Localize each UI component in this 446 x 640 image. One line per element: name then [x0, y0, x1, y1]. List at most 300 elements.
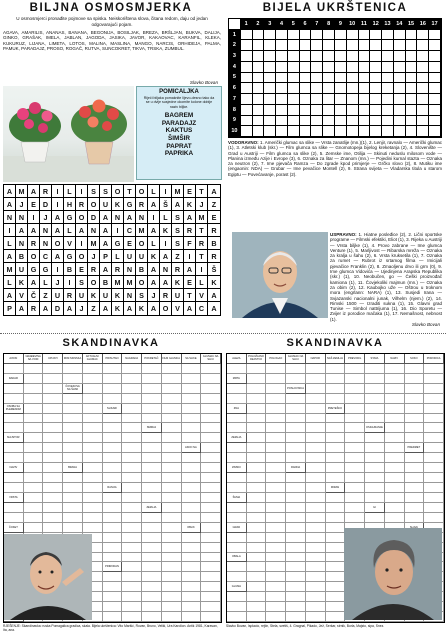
answer-cell[interactable]	[4, 394, 24, 404]
answer-cell[interactable]	[266, 513, 286, 523]
answer-cell[interactable]	[43, 453, 63, 463]
answer-cell[interactable]	[266, 364, 286, 374]
answer-cell[interactable]	[162, 423, 182, 433]
answer-cell[interactable]	[63, 503, 83, 513]
answer-cell[interactable]	[63, 483, 83, 493]
answer-cell[interactable]	[266, 463, 286, 473]
answer-cell[interactable]	[83, 483, 103, 493]
crossword-cell[interactable]	[335, 116, 347, 127]
crossword-cell[interactable]	[347, 105, 359, 116]
answer-cell[interactable]	[326, 562, 346, 572]
crossword-cell[interactable]	[311, 62, 323, 73]
answer-cell[interactable]	[103, 443, 123, 453]
crossword-cell[interactable]	[394, 73, 406, 84]
answer-cell[interactable]	[103, 493, 123, 503]
answer-cell[interactable]	[365, 513, 385, 523]
answer-cell[interactable]	[326, 394, 346, 404]
crossword-cell[interactable]	[417, 73, 429, 84]
crossword-cell[interactable]	[335, 30, 347, 41]
answer-cell[interactable]	[201, 582, 221, 592]
answer-cell[interactable]	[43, 443, 63, 453]
answer-cell[interactable]	[103, 414, 123, 424]
answer-cell[interactable]	[247, 503, 267, 513]
answer-cell[interactable]	[201, 612, 221, 622]
crossword-cell[interactable]	[382, 62, 394, 73]
crossword-cell[interactable]	[241, 126, 253, 137]
crossword-cell[interactable]	[300, 105, 312, 116]
crossword-cell[interactable]	[382, 116, 394, 127]
answer-cell[interactable]	[247, 483, 267, 493]
answer-cell[interactable]	[122, 503, 142, 513]
answer-cell[interactable]	[43, 463, 63, 473]
answer-cell[interactable]	[424, 364, 444, 374]
answer-cell[interactable]	[385, 433, 405, 443]
answer-cell[interactable]	[83, 503, 103, 513]
answer-cell[interactable]	[424, 493, 444, 503]
crossword-cell[interactable]	[417, 30, 429, 41]
crossword-cell[interactable]	[288, 94, 300, 105]
answer-cell[interactable]	[345, 473, 365, 483]
answer-cell[interactable]	[142, 592, 162, 602]
answer-cell[interactable]	[365, 384, 385, 394]
answer-cell[interactable]	[266, 523, 286, 533]
answer-cell[interactable]	[43, 433, 63, 443]
crossword-cell[interactable]	[311, 94, 323, 105]
answer-cell[interactable]	[247, 423, 267, 433]
answer-cell[interactable]	[182, 463, 202, 473]
crossword-cell[interactable]	[300, 94, 312, 105]
crossword-cell[interactable]	[300, 40, 312, 51]
crossword-cell[interactable]	[300, 83, 312, 94]
answer-cell[interactable]	[326, 384, 346, 394]
answer-cell[interactable]	[227, 533, 247, 543]
crossword-cell[interactable]	[264, 40, 276, 51]
answer-cell[interactable]	[103, 572, 123, 582]
answer-cell[interactable]	[405, 473, 425, 483]
answer-cell[interactable]	[142, 374, 162, 384]
answer-cell[interactable]	[162, 602, 182, 612]
answer-cell[interactable]	[266, 414, 286, 424]
answer-cell[interactable]	[247, 374, 267, 384]
crossword-cell[interactable]	[253, 30, 265, 41]
answer-cell[interactable]	[201, 503, 221, 513]
answer-cell[interactable]	[227, 473, 247, 483]
answer-cell[interactable]	[63, 394, 83, 404]
answer-cell[interactable]	[286, 572, 306, 582]
answer-cell[interactable]	[286, 404, 306, 414]
answer-cell[interactable]	[424, 374, 444, 384]
answer-cell[interactable]	[385, 513, 405, 523]
answer-cell[interactable]	[201, 473, 221, 483]
answer-cell[interactable]	[122, 394, 142, 404]
answer-cell[interactable]	[286, 423, 306, 433]
answer-cell[interactable]	[83, 493, 103, 503]
crossword-cell[interactable]	[311, 116, 323, 127]
answer-cell[interactable]	[286, 433, 306, 443]
answer-cell[interactable]	[122, 483, 142, 493]
answer-cell[interactable]	[43, 483, 63, 493]
crossword-cell[interactable]	[264, 62, 276, 73]
crossword-cell[interactable]	[394, 62, 406, 73]
crossword-cell[interactable]	[323, 73, 335, 84]
crossword-cell[interactable]	[335, 51, 347, 62]
answer-cell[interactable]	[326, 553, 346, 563]
answer-cell[interactable]	[306, 602, 326, 612]
crossword-cell[interactable]	[323, 62, 335, 73]
answer-cell[interactable]	[247, 404, 267, 414]
crossword-cell[interactable]	[429, 94, 441, 105]
answer-cell[interactable]	[247, 414, 267, 424]
crossword-cell[interactable]	[276, 126, 288, 137]
crossword-cell[interactable]	[370, 126, 382, 137]
crossword-cell[interactable]	[406, 105, 418, 116]
crossword-cell[interactable]	[253, 40, 265, 51]
answer-cell[interactable]	[201, 443, 221, 453]
answer-cell[interactable]	[63, 493, 83, 503]
answer-cell[interactable]	[247, 463, 267, 473]
answer-cell[interactable]	[63, 364, 83, 374]
answer-cell[interactable]	[227, 443, 247, 453]
answer-cell[interactable]	[306, 483, 326, 493]
crossword-cell[interactable]	[288, 105, 300, 116]
answer-cell[interactable]	[122, 582, 142, 592]
crossword-cell[interactable]	[359, 62, 371, 73]
crossword-cell[interactable]	[276, 30, 288, 41]
crossword-cell[interactable]	[264, 126, 276, 137]
crossword-cell[interactable]	[359, 126, 371, 137]
answer-cell[interactable]	[103, 602, 123, 612]
crossword-cell[interactable]	[241, 73, 253, 84]
answer-cell[interactable]	[266, 582, 286, 592]
answer-cell[interactable]	[182, 453, 202, 463]
answer-cell[interactable]	[227, 364, 247, 374]
answer-cell[interactable]	[385, 404, 405, 414]
answer-cell[interactable]	[142, 562, 162, 572]
answer-cell[interactable]	[122, 364, 142, 374]
answer-cell[interactable]	[326, 433, 346, 443]
answer-cell[interactable]	[306, 533, 326, 543]
answer-cell[interactable]	[405, 384, 425, 394]
answer-cell[interactable]	[345, 404, 365, 414]
answer-cell[interactable]	[227, 592, 247, 602]
answer-cell[interactable]	[43, 374, 63, 384]
answer-cell[interactable]	[405, 423, 425, 433]
answer-cell[interactable]	[286, 394, 306, 404]
answer-cell[interactable]	[286, 582, 306, 592]
answer-cell[interactable]	[122, 533, 142, 543]
answer-cell[interactable]	[266, 374, 286, 384]
answer-cell[interactable]	[4, 364, 24, 374]
answer-cell[interactable]	[365, 443, 385, 453]
crossword-cell[interactable]	[417, 83, 429, 94]
answer-cell[interactable]	[182, 473, 202, 483]
answer-cell[interactable]	[63, 453, 83, 463]
answer-cell[interactable]	[182, 562, 202, 572]
answer-cell[interactable]	[201, 423, 221, 433]
answer-cell[interactable]	[182, 592, 202, 602]
crossword-cell[interactable]	[323, 83, 335, 94]
crossword-cell[interactable]	[276, 83, 288, 94]
answer-cell[interactable]	[227, 423, 247, 433]
answer-cell[interactable]	[266, 592, 286, 602]
crossword-cell[interactable]	[370, 62, 382, 73]
answer-cell[interactable]	[122, 473, 142, 483]
answer-cell[interactable]	[266, 543, 286, 553]
answer-cell[interactable]	[162, 592, 182, 602]
crossword-cell[interactable]	[288, 83, 300, 94]
answer-cell[interactable]	[103, 582, 123, 592]
answer-cell[interactable]	[24, 493, 44, 503]
answer-cell[interactable]	[182, 414, 202, 424]
answer-cell[interactable]	[326, 533, 346, 543]
crossword-cell[interactable]	[382, 51, 394, 62]
answer-cell[interactable]	[405, 503, 425, 513]
answer-cell[interactable]	[345, 374, 365, 384]
crossword-cell[interactable]	[359, 51, 371, 62]
crossword-cell[interactable]	[335, 40, 347, 51]
answer-cell[interactable]	[385, 493, 405, 503]
answer-cell[interactable]	[162, 513, 182, 523]
answer-cell[interactable]	[385, 473, 405, 483]
answer-cell[interactable]	[182, 503, 202, 513]
crossword-cell[interactable]	[323, 126, 335, 137]
answer-cell[interactable]	[103, 394, 123, 404]
answer-cell[interactable]	[4, 473, 24, 483]
answer-cell[interactable]	[122, 553, 142, 563]
crossword-cell[interactable]	[276, 73, 288, 84]
answer-cell[interactable]	[326, 513, 346, 523]
crossword-cell[interactable]	[347, 116, 359, 127]
crossword-cell[interactable]	[370, 105, 382, 116]
answer-cell[interactable]	[201, 364, 221, 374]
answer-cell[interactable]	[326, 602, 346, 612]
answer-cell[interactable]	[162, 553, 182, 563]
answer-cell[interactable]	[162, 503, 182, 513]
answer-cell[interactable]	[345, 483, 365, 493]
answer-cell[interactable]	[63, 523, 83, 533]
answer-cell[interactable]	[266, 602, 286, 612]
crossword-cell[interactable]	[406, 116, 418, 127]
answer-cell[interactable]	[142, 433, 162, 443]
answer-cell[interactable]	[83, 453, 103, 463]
answer-cell[interactable]	[247, 572, 267, 582]
answer-cell[interactable]	[201, 543, 221, 553]
answer-cell[interactable]	[385, 364, 405, 374]
answer-cell[interactable]	[266, 394, 286, 404]
answer-cell[interactable]	[182, 533, 202, 543]
crossword-cell[interactable]	[311, 126, 323, 137]
answer-cell[interactable]	[326, 453, 346, 463]
answer-cell[interactable]	[306, 443, 326, 453]
answer-cell[interactable]	[122, 463, 142, 473]
answer-cell[interactable]	[405, 404, 425, 414]
answer-cell[interactable]	[326, 473, 346, 483]
crossword-cell[interactable]	[359, 83, 371, 94]
answer-cell[interactable]	[365, 433, 385, 443]
answer-cell[interactable]	[24, 404, 44, 414]
answer-cell[interactable]	[385, 384, 405, 394]
answer-cell[interactable]	[63, 404, 83, 414]
crossword-cell[interactable]	[370, 83, 382, 94]
answer-cell[interactable]	[345, 453, 365, 463]
answer-cell[interactable]	[182, 543, 202, 553]
answer-cell[interactable]	[266, 453, 286, 463]
crossword-cell[interactable]	[300, 30, 312, 41]
answer-cell[interactable]	[326, 523, 346, 533]
answer-cell[interactable]	[424, 433, 444, 443]
answer-cell[interactable]	[83, 404, 103, 414]
answer-cell[interactable]	[103, 543, 123, 553]
crossword-cell[interactable]	[406, 83, 418, 94]
answer-cell[interactable]	[385, 443, 405, 453]
answer-cell[interactable]	[247, 523, 267, 533]
answer-cell[interactable]	[201, 374, 221, 384]
answer-cell[interactable]	[405, 364, 425, 374]
crossword-cell[interactable]	[264, 116, 276, 127]
crossword-cell[interactable]	[394, 51, 406, 62]
answer-cell[interactable]	[266, 483, 286, 493]
crossword-cell[interactable]	[288, 73, 300, 84]
answer-cell[interactable]	[365, 473, 385, 483]
answer-cell[interactable]	[247, 453, 267, 463]
answer-cell[interactable]	[103, 513, 123, 523]
answer-cell[interactable]	[286, 602, 306, 612]
answer-cell[interactable]	[385, 463, 405, 473]
answer-cell[interactable]	[266, 423, 286, 433]
crossword-cell[interactable]	[429, 126, 441, 137]
answer-cell[interactable]	[63, 443, 83, 453]
answer-cell[interactable]	[345, 414, 365, 424]
answer-cell[interactable]	[43, 513, 63, 523]
answer-cell[interactable]	[162, 562, 182, 572]
answer-cell[interactable]	[385, 423, 405, 433]
answer-cell[interactable]	[365, 453, 385, 463]
answer-cell[interactable]	[24, 523, 44, 533]
answer-cell[interactable]	[103, 612, 123, 622]
answer-cell[interactable]	[142, 443, 162, 453]
answer-cell[interactable]	[43, 423, 63, 433]
answer-cell[interactable]	[345, 364, 365, 374]
answer-cell[interactable]	[345, 433, 365, 443]
crossword-cell[interactable]	[241, 83, 253, 94]
answer-cell[interactable]	[201, 513, 221, 523]
answer-cell[interactable]	[286, 553, 306, 563]
answer-cell[interactable]	[326, 443, 346, 453]
crossword-cell[interactable]	[417, 126, 429, 137]
answer-cell[interactable]	[405, 513, 425, 523]
answer-cell[interactable]	[24, 513, 44, 523]
answer-cell[interactable]	[122, 374, 142, 384]
answer-cell[interactable]	[103, 384, 123, 394]
answer-cell[interactable]	[122, 493, 142, 503]
answer-cell[interactable]	[122, 612, 142, 622]
answer-cell[interactable]	[43, 404, 63, 414]
crossword-cell[interactable]	[300, 51, 312, 62]
crossword-cell[interactable]	[264, 94, 276, 105]
answer-cell[interactable]	[306, 364, 326, 374]
answer-cell[interactable]	[266, 503, 286, 513]
crossword-cell[interactable]	[311, 83, 323, 94]
answer-cell[interactable]	[286, 473, 306, 483]
answer-cell[interactable]	[162, 394, 182, 404]
crossword-cell[interactable]	[300, 62, 312, 73]
crossword-cell[interactable]	[370, 30, 382, 41]
answer-cell[interactable]	[247, 513, 267, 523]
crossword-cell[interactable]	[429, 105, 441, 116]
crossword-cell[interactable]	[429, 40, 441, 51]
crossword-cell[interactable]	[264, 30, 276, 41]
answer-cell[interactable]	[63, 433, 83, 443]
crossword-cell[interactable]	[264, 83, 276, 94]
answer-cell[interactable]	[103, 374, 123, 384]
answer-cell[interactable]	[201, 493, 221, 503]
answer-cell[interactable]	[182, 423, 202, 433]
answer-cell[interactable]	[266, 433, 286, 443]
answer-cell[interactable]	[162, 612, 182, 622]
answer-cell[interactable]	[424, 503, 444, 513]
crossword-cell[interactable]	[241, 62, 253, 73]
answer-cell[interactable]	[266, 473, 286, 483]
crossword-cell[interactable]	[253, 51, 265, 62]
crossword-cell[interactable]	[253, 94, 265, 105]
answer-cell[interactable]	[306, 572, 326, 582]
answer-cell[interactable]	[4, 443, 24, 453]
answer-cell[interactable]	[201, 394, 221, 404]
crossword-cell[interactable]	[347, 83, 359, 94]
crossword-cell[interactable]	[300, 126, 312, 137]
answer-cell[interactable]	[122, 513, 142, 523]
crossword-cell[interactable]	[311, 30, 323, 41]
answer-cell[interactable]	[306, 523, 326, 533]
answer-cell[interactable]	[24, 364, 44, 374]
answer-cell[interactable]	[227, 483, 247, 493]
crossword-cell[interactable]	[311, 51, 323, 62]
crossword-cell[interactable]	[370, 40, 382, 51]
answer-cell[interactable]	[103, 473, 123, 483]
answer-cell[interactable]	[182, 404, 202, 414]
answer-cell[interactable]	[142, 384, 162, 394]
crossword-cell[interactable]	[394, 30, 406, 41]
answer-cell[interactable]	[122, 572, 142, 582]
crossword-cell[interactable]	[335, 83, 347, 94]
answer-cell[interactable]	[162, 374, 182, 384]
crossword-cell[interactable]	[323, 30, 335, 41]
crossword-cell[interactable]	[406, 73, 418, 84]
crossword-cell[interactable]	[417, 51, 429, 62]
answer-cell[interactable]	[306, 423, 326, 433]
answer-cell[interactable]	[83, 414, 103, 424]
crossword-cell[interactable]	[429, 73, 441, 84]
answer-cell[interactable]	[182, 553, 202, 563]
answer-cell[interactable]	[247, 612, 267, 622]
answer-cell[interactable]	[162, 384, 182, 394]
crossword-cell[interactable]	[335, 73, 347, 84]
crossword-cell[interactable]	[394, 83, 406, 94]
answer-cell[interactable]	[247, 553, 267, 563]
answer-cell[interactable]	[286, 562, 306, 572]
answer-cell[interactable]	[83, 523, 103, 533]
answer-cell[interactable]	[385, 503, 405, 513]
answer-cell[interactable]	[4, 414, 24, 424]
answer-cell[interactable]	[122, 414, 142, 424]
answer-cell[interactable]	[424, 414, 444, 424]
answer-cell[interactable]	[142, 483, 162, 493]
crossword-cell[interactable]	[359, 73, 371, 84]
answer-cell[interactable]	[201, 572, 221, 582]
crossword-cell[interactable]	[288, 126, 300, 137]
answer-cell[interactable]	[306, 453, 326, 463]
answer-cell[interactable]	[162, 463, 182, 473]
